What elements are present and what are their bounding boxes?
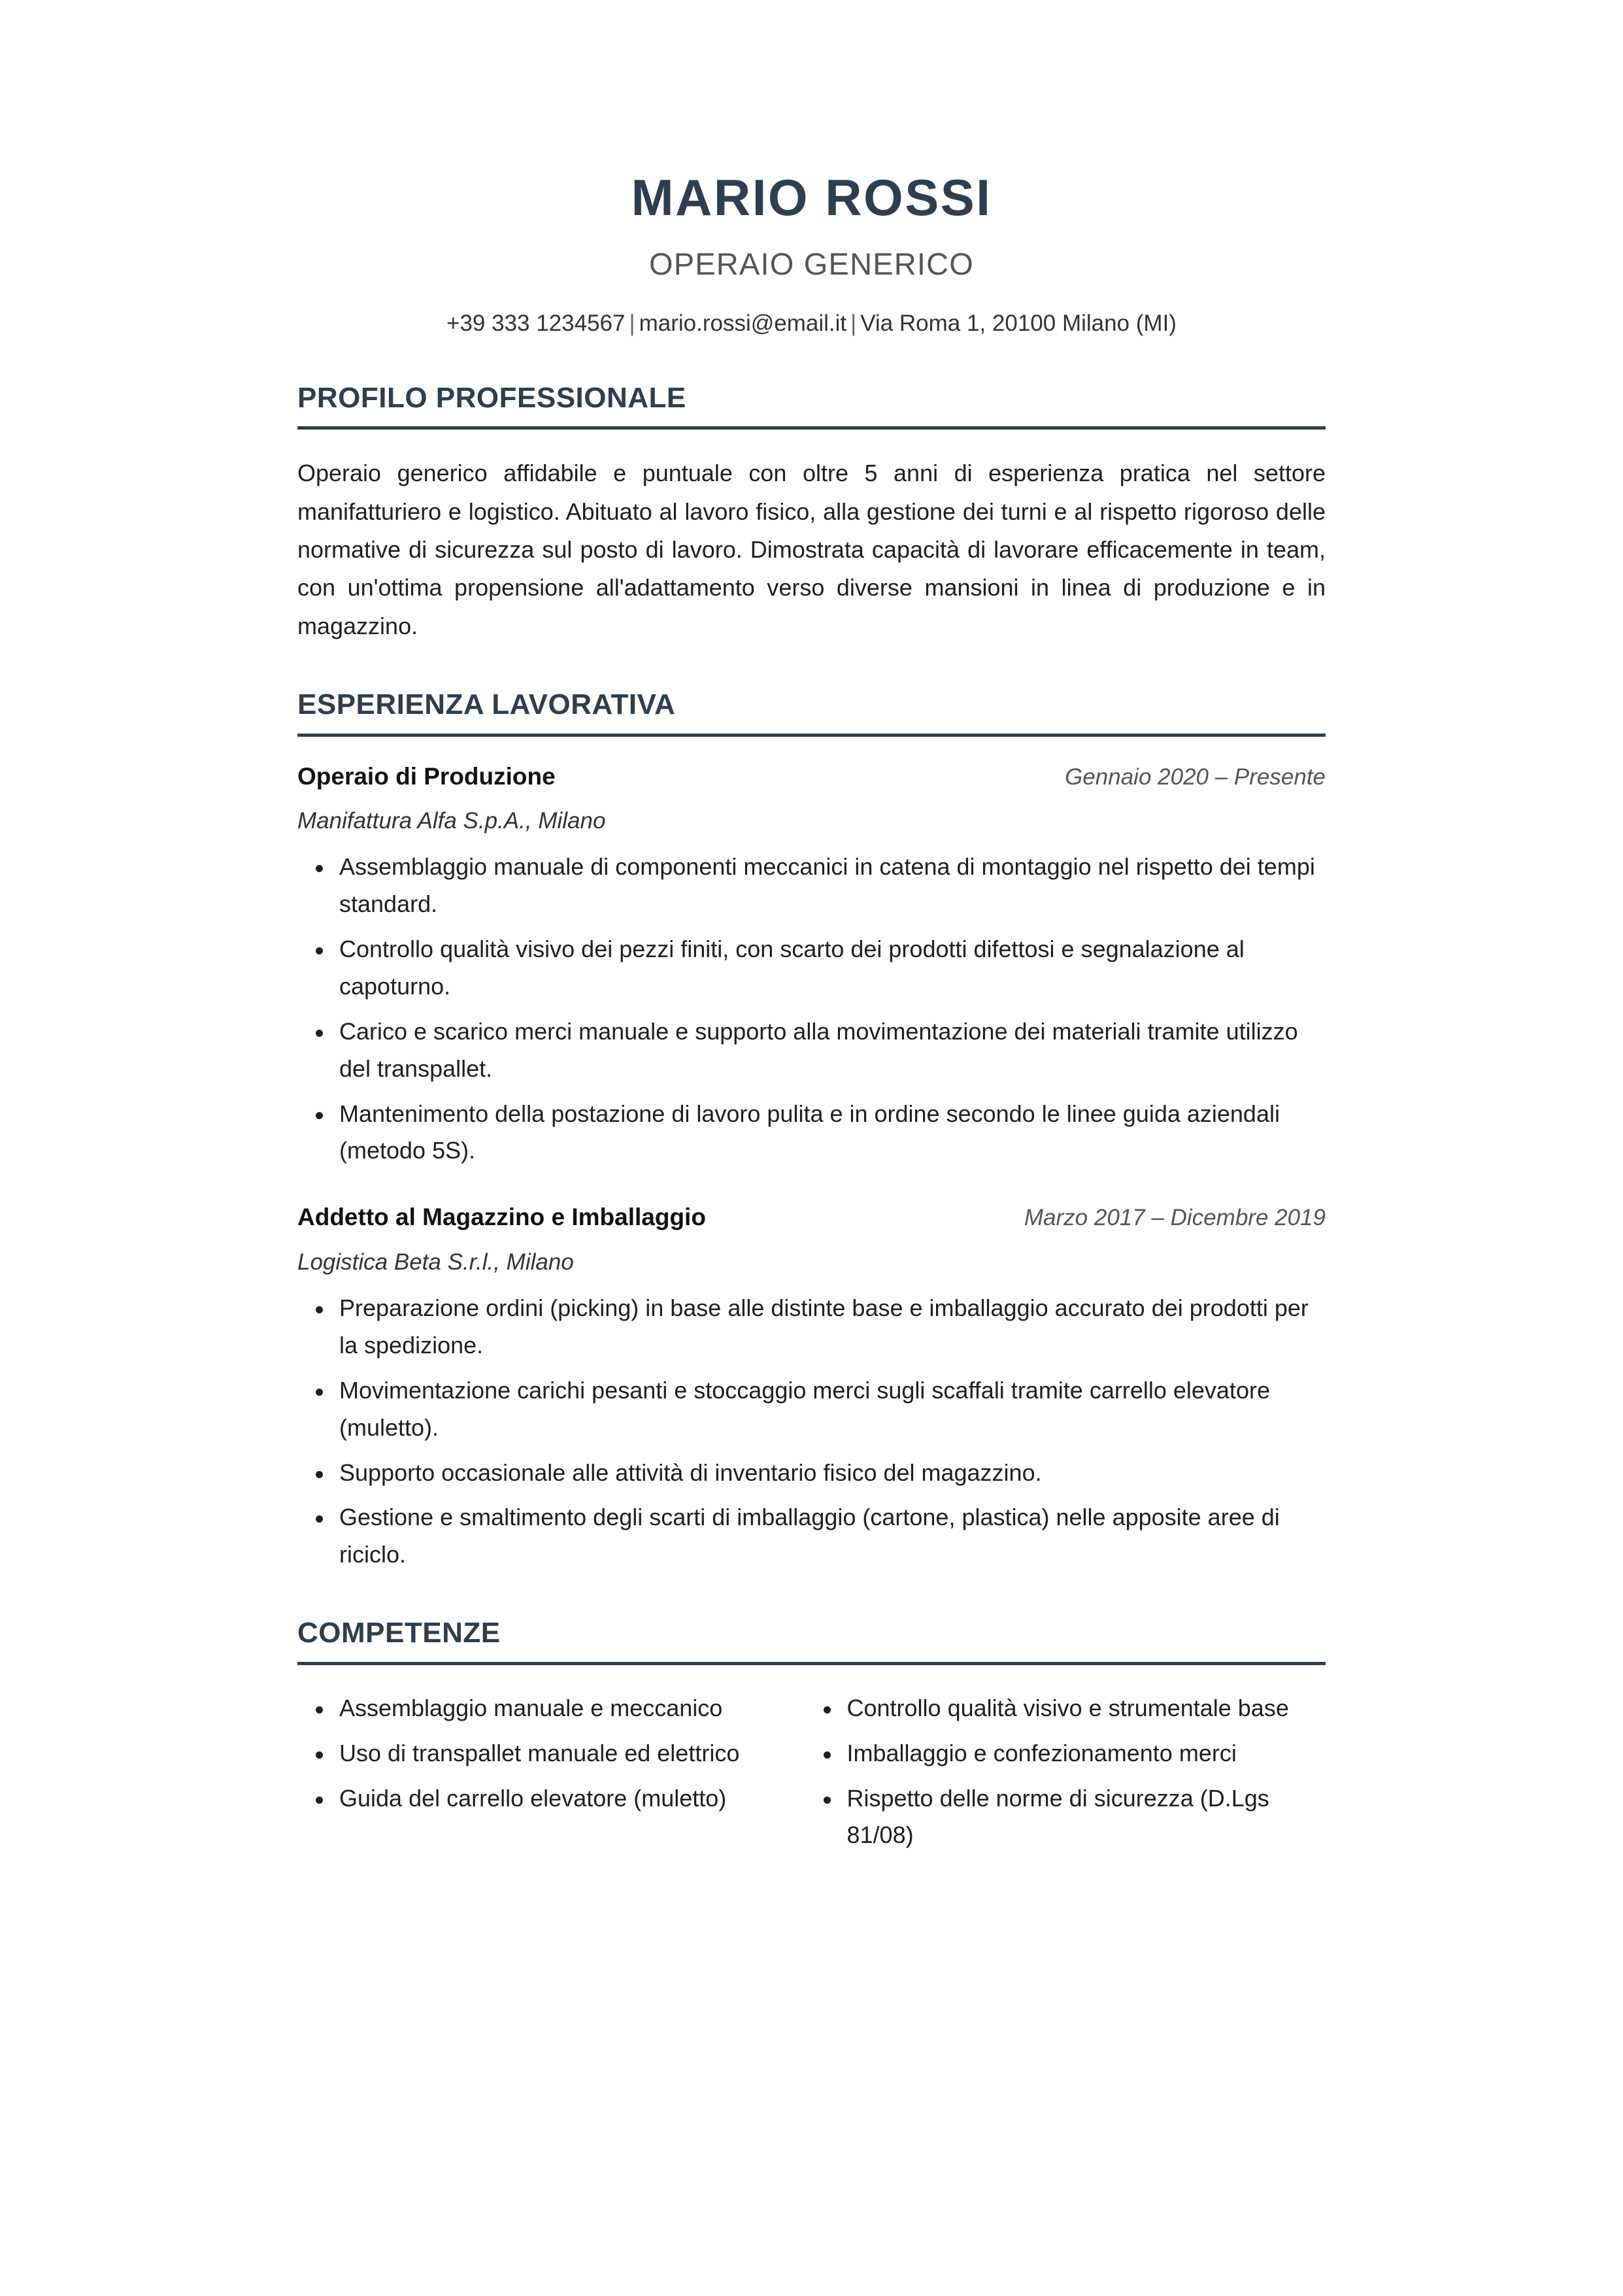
list-item: Gestione e smaltimento degli scarti di imballaggio (cartone, plastica) nelle apposite aree di riciclo. [297, 1499, 1326, 1574]
list-item: Rispetto delle norme di sicurezza (D.Lgs 81/08) [812, 1780, 1326, 1855]
skills-list-right [812, 1690, 1326, 1855]
contact-email: mario.rossi@email.it [639, 311, 847, 337]
section-title-experience: ESPERIENZA LAVORATIVA [297, 688, 676, 720]
experience-entry [297, 1202, 1326, 1574]
list-item: Uso di transpallet manuale ed elettrico [297, 1735, 812, 1772]
contact-line [297, 309, 1326, 339]
section-skills [297, 1617, 1326, 1862]
job-title: Operaio di Produzione [297, 762, 556, 790]
list-item: Preparazione ordini (picking) in base alle distinte base e imballaggio accurato dei prodotti per la spedizione. [297, 1290, 1326, 1364]
job-company: Manifattura Alfa S.p.A., Milano [297, 807, 606, 834]
list-item: Carico e scarico merci manuale e supporto alla movimentazione dei materiali tramite utilizzo del transpallet. [297, 1013, 1326, 1088]
list-item: Mantenimento della postazione di lavoro pulita e in ordine secondo le linee guida aziendali (metodo 5S). [297, 1096, 1326, 1170]
list-item: Assemblaggio manuale di componenti meccanici in catena di montaggio nel rispetto dei tempi standard. [297, 849, 1326, 923]
section-title-skills: COMPETENZE [297, 1617, 501, 1649]
candidate-name: MARIO ROSSI [631, 169, 992, 226]
contact-separator-1: | [629, 311, 635, 337]
section-rule-skills [297, 1662, 1326, 1665]
experience-entry [297, 762, 1326, 1170]
section-experience [297, 688, 1326, 1574]
contact-phone: +39 333 1234567 [446, 311, 626, 337]
job-title: Addetto al Magazzino e Imballaggio [297, 1204, 706, 1231]
job-date-range: Gennaio 2020 – Presente [1065, 764, 1326, 790]
section-profile [297, 382, 1326, 645]
skills-column-left [297, 1690, 812, 1825]
candidate-role: OPERAIO GENERICO [648, 246, 975, 281]
list-item: Guida del carrello elevatore (muletto) [297, 1780, 812, 1817]
list-item: Assemblaggio manuale e meccanico [297, 1690, 812, 1727]
job-responsibility-list [297, 849, 1326, 1170]
list-item: Supporto occasionale alle attività di inventario fisico del magazzino. [297, 1455, 1326, 1492]
job-responsibility-list [297, 1290, 1326, 1574]
experience-entry-header [297, 762, 1326, 792]
experience-entry-header [297, 1202, 1326, 1232]
job-company: Logistica Beta S.r.l., Milano [297, 1249, 574, 1275]
section-rule-profile [297, 426, 1326, 430]
list-item: Movimentazione carichi pesanti e stoccaggio merci sugli scaffali tramite carrello elevatore (muletto). [297, 1372, 1326, 1447]
section-rule-experience [297, 734, 1326, 737]
skills-column-right [812, 1690, 1326, 1863]
list-item: Controllo qualità visivo dei pezzi finiti, con scarto dei prodotti difettosi e segnalazione al capoturno. [297, 931, 1326, 1005]
skills-grid [297, 1690, 1326, 1863]
list-item: Imballaggio e confezionamento merci [812, 1735, 1326, 1772]
contact-separator-2: | [850, 311, 857, 337]
resume-header [297, 0, 1326, 339]
section-title-profile: PROFILO PROFESSIONALE [297, 381, 686, 414]
list-item: Controllo qualità visivo e strumentale base [812, 1690, 1326, 1727]
profile-summary-text: Operaio generico affidabile e puntuale con oltre 5 anni di esperienza pratica nel settore manifatturiero e logistico. Abituato al lavoro fisico, alla gestione dei turni e al rispetto rigoroso delle normative di sicurezza sul posto di lavoro. Dimostrata capacità di lavorare efficacemente in team, con un'ottima propensione all'adattamento verso diverse mansioni in linea di produzione e in magazzino. [297, 460, 1326, 639]
skills-list-left [297, 1690, 812, 1817]
contact-address: Via Roma 1, 20100 Milano (MI) [860, 311, 1177, 337]
job-date-range: Marzo 2017 – Dicembre 2019 [1024, 1205, 1326, 1231]
